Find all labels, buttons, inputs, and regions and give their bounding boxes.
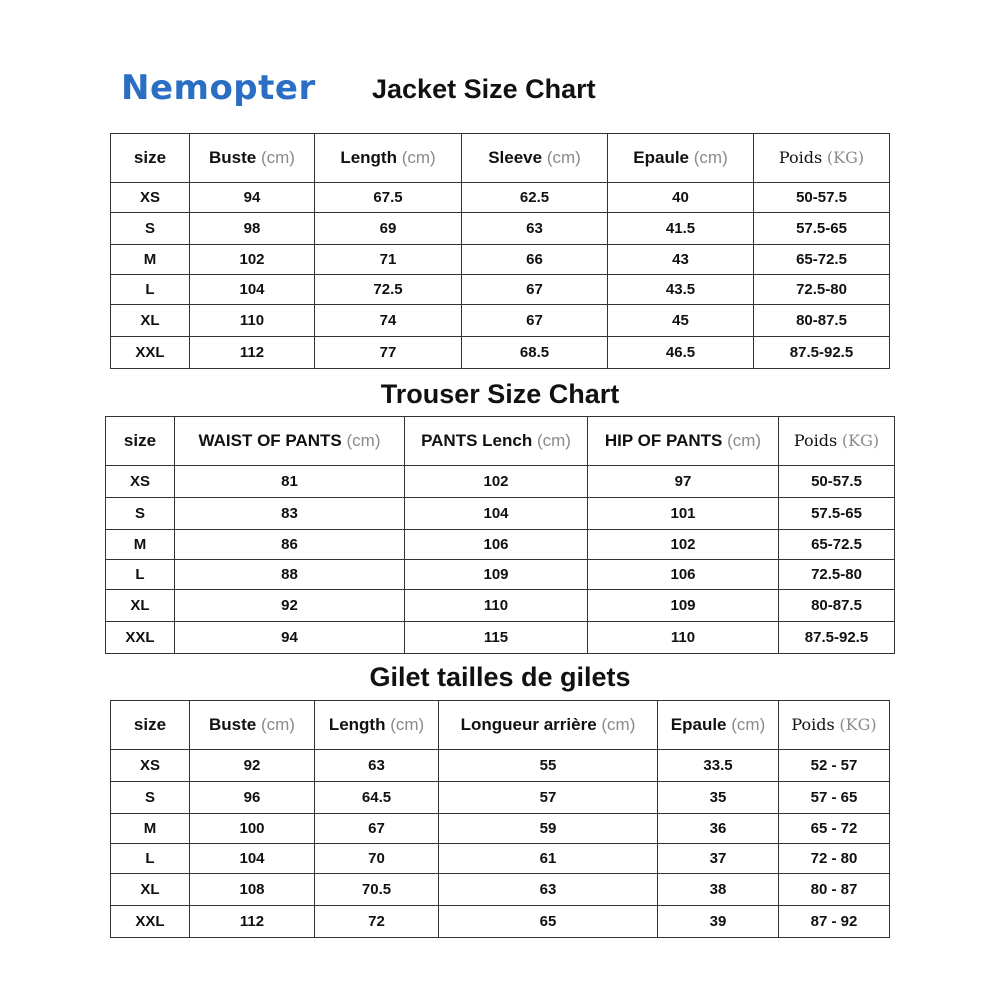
jacket-header-row xyxy=(111,134,890,183)
value-cell: 72.5-80 xyxy=(779,560,895,590)
header-unit: (cm) xyxy=(731,715,766,734)
jacket-header-cell xyxy=(754,134,890,183)
header-unit: (cm) xyxy=(727,431,762,450)
gilet-header-cell xyxy=(439,701,658,750)
header-label: HIP OF PANTS xyxy=(604,431,723,450)
header-unit: (KG) xyxy=(841,431,880,450)
size-cell: L xyxy=(111,844,190,874)
table-row xyxy=(106,622,895,654)
value-cell: 74 xyxy=(315,305,462,337)
value-cell: 59 xyxy=(439,814,658,844)
value-cell: 62.5 xyxy=(462,183,608,213)
value-cell: 43.5 xyxy=(608,275,754,305)
size-cell: L xyxy=(111,275,190,305)
size-cell: M xyxy=(111,245,190,275)
header-unit: (cm) xyxy=(260,715,295,734)
gilet-rows xyxy=(111,750,890,938)
table-row xyxy=(111,275,890,305)
value-cell: 55 xyxy=(439,750,658,782)
value-cell: 33.5 xyxy=(658,750,779,782)
value-cell: 97 xyxy=(588,466,779,498)
header-unit: (cm) xyxy=(390,715,425,734)
value-cell: 50-57.5 xyxy=(754,183,890,213)
header-label: Epaule xyxy=(670,715,727,734)
gilet-header-cell xyxy=(315,701,439,750)
size-cell: S xyxy=(111,782,190,814)
value-cell: 67.5 xyxy=(315,183,462,213)
size-cell: S xyxy=(111,213,190,245)
header-unit: (cm) xyxy=(346,431,381,450)
value-cell: 65-72.5 xyxy=(779,530,895,560)
value-cell: 102 xyxy=(588,530,779,560)
value-cell: 72.5 xyxy=(315,275,462,305)
table-row xyxy=(111,906,890,938)
value-cell: 96 xyxy=(190,782,315,814)
value-cell: 110 xyxy=(190,305,315,337)
value-cell: 86 xyxy=(175,530,405,560)
header-label: size xyxy=(123,431,157,450)
table-row xyxy=(111,305,890,337)
jacket-rows xyxy=(111,183,890,369)
size-cell: L xyxy=(106,560,175,590)
value-cell: 37 xyxy=(658,844,779,874)
header-label: Buste xyxy=(209,148,257,167)
table-row xyxy=(106,466,895,498)
value-cell: 67 xyxy=(462,305,608,337)
header-unit: (cm) xyxy=(401,148,436,167)
trouser-header-cell xyxy=(175,417,405,466)
value-cell: 67 xyxy=(462,275,608,305)
table-row xyxy=(106,530,895,560)
header-label: Sleeve xyxy=(488,148,543,167)
value-cell: 110 xyxy=(588,622,779,654)
value-cell: 50-57.5 xyxy=(779,466,895,498)
brand-logo: Nemopter xyxy=(121,68,316,108)
value-cell: 87.5-92.5 xyxy=(754,337,890,369)
header-label: Epaule xyxy=(633,148,690,167)
trouser-header-cell xyxy=(106,417,175,466)
gilet-header-cell xyxy=(190,701,315,750)
value-cell: 77 xyxy=(315,337,462,369)
size-cell: S xyxy=(106,498,175,530)
value-cell: 43 xyxy=(608,245,754,275)
header-label: Length xyxy=(328,715,386,734)
gilet-title: Gilet tailles de gilets xyxy=(369,662,631,692)
value-cell: 70.5 xyxy=(315,874,439,906)
header-unit: (cm) xyxy=(546,148,581,167)
header-label: size xyxy=(133,148,167,167)
header-label: Buste xyxy=(209,715,257,734)
gilet-header-cell xyxy=(658,701,779,750)
value-cell: 46.5 xyxy=(608,337,754,369)
header-label: Length xyxy=(340,148,397,167)
table-row xyxy=(106,560,895,590)
table-row xyxy=(111,337,890,369)
header-label: Poids xyxy=(778,148,823,167)
value-cell: 108 xyxy=(190,874,315,906)
value-cell: 92 xyxy=(190,750,315,782)
value-cell: 67 xyxy=(315,814,439,844)
value-cell: 39 xyxy=(658,906,779,938)
trouser-size-table xyxy=(105,416,895,654)
table-row xyxy=(111,814,890,844)
trouser-header-cell xyxy=(779,417,895,466)
table-row xyxy=(106,590,895,622)
value-cell: 101 xyxy=(588,498,779,530)
table-row xyxy=(111,750,890,782)
value-cell: 68.5 xyxy=(462,337,608,369)
value-cell: 69 xyxy=(315,213,462,245)
value-cell: 71 xyxy=(315,245,462,275)
value-cell: 104 xyxy=(190,844,315,874)
value-cell: 65-72.5 xyxy=(754,245,890,275)
value-cell: 87 - 92 xyxy=(779,906,890,938)
jacket-header-cell xyxy=(608,134,754,183)
trouser-header-row xyxy=(106,417,895,466)
value-cell: 63 xyxy=(462,213,608,245)
value-cell: 57 - 65 xyxy=(779,782,890,814)
table-row xyxy=(111,782,890,814)
header-unit: (cm) xyxy=(693,148,728,167)
value-cell: 98 xyxy=(190,213,315,245)
value-cell: 92 xyxy=(175,590,405,622)
value-cell: 94 xyxy=(190,183,315,213)
header-label: WAIST OF PANTS xyxy=(198,431,342,450)
header-unit: (cm) xyxy=(536,431,571,450)
value-cell: 57.5-65 xyxy=(754,213,890,245)
value-cell: 112 xyxy=(190,337,315,369)
jacket-header-cell xyxy=(111,134,190,183)
value-cell: 63 xyxy=(439,874,658,906)
value-cell: 110 xyxy=(405,590,588,622)
value-cell: 41.5 xyxy=(608,213,754,245)
value-cell: 64.5 xyxy=(315,782,439,814)
gilet-header-row xyxy=(111,701,890,750)
size-cell: XXL xyxy=(111,906,190,938)
table-row xyxy=(111,245,890,275)
value-cell: 109 xyxy=(588,590,779,622)
value-cell: 106 xyxy=(405,530,588,560)
value-cell: 80-87.5 xyxy=(754,305,890,337)
trouser-rows xyxy=(106,466,895,654)
header-label: PANTS Lench xyxy=(421,431,533,450)
value-cell: 102 xyxy=(405,466,588,498)
value-cell: 57 xyxy=(439,782,658,814)
gilet-size-table xyxy=(110,700,890,938)
value-cell: 80 - 87 xyxy=(779,874,890,906)
value-cell: 106 xyxy=(588,560,779,590)
value-cell: 72 - 80 xyxy=(779,844,890,874)
value-cell: 83 xyxy=(175,498,405,530)
jacket-header-cell xyxy=(462,134,608,183)
value-cell: 40 xyxy=(608,183,754,213)
value-cell: 36 xyxy=(658,814,779,844)
size-cell: XS xyxy=(106,466,175,498)
jacket-title: Jacket Size Chart xyxy=(372,74,596,104)
value-cell: 109 xyxy=(405,560,588,590)
trouser-title: Trouser Size Chart xyxy=(380,379,620,409)
header-label: Poids xyxy=(793,431,838,450)
header-unit: (cm) xyxy=(601,715,636,734)
size-cell: XL xyxy=(106,590,175,622)
value-cell: 88 xyxy=(175,560,405,590)
jacket-size-table xyxy=(110,133,890,369)
value-cell: 45 xyxy=(608,305,754,337)
size-cell: M xyxy=(106,530,175,560)
value-cell: 65 - 72 xyxy=(779,814,890,844)
size-cell: XS xyxy=(111,183,190,213)
value-cell: 104 xyxy=(190,275,315,305)
header-label: size xyxy=(133,715,167,734)
value-cell: 38 xyxy=(658,874,779,906)
table-row xyxy=(111,213,890,245)
gilet-header-cell xyxy=(779,701,890,750)
value-cell: 81 xyxy=(175,466,405,498)
table-row xyxy=(106,498,895,530)
header-label: Longueur arrière xyxy=(460,715,597,734)
table-row xyxy=(111,844,890,874)
size-cell: XS xyxy=(111,750,190,782)
value-cell: 63 xyxy=(315,750,439,782)
header-unit: (cm) xyxy=(260,148,295,167)
value-cell: 115 xyxy=(405,622,588,654)
value-cell: 104 xyxy=(405,498,588,530)
value-cell: 70 xyxy=(315,844,439,874)
value-cell: 52 - 57 xyxy=(779,750,890,782)
trouser-header-cell xyxy=(405,417,588,466)
table-row xyxy=(111,874,890,906)
value-cell: 80-87.5 xyxy=(779,590,895,622)
value-cell: 72 xyxy=(315,906,439,938)
value-cell: 72.5-80 xyxy=(754,275,890,305)
value-cell: 94 xyxy=(175,622,405,654)
value-cell: 65 xyxy=(439,906,658,938)
value-cell: 66 xyxy=(462,245,608,275)
size-cell: XXL xyxy=(111,337,190,369)
trouser-header-cell xyxy=(588,417,779,466)
size-cell: M xyxy=(111,814,190,844)
gilet-header-cell xyxy=(111,701,190,750)
value-cell: 100 xyxy=(190,814,315,844)
value-cell: 57.5-65 xyxy=(779,498,895,530)
header-unit: (KG) xyxy=(839,715,877,734)
header-unit: (KG) xyxy=(826,148,865,167)
header-label: Poids xyxy=(791,715,835,734)
value-cell: 35 xyxy=(658,782,779,814)
size-cell: XL xyxy=(111,305,190,337)
size-cell: XXL xyxy=(106,622,175,654)
jacket-header-cell xyxy=(190,134,315,183)
jacket-header-cell xyxy=(315,134,462,183)
table-row xyxy=(111,183,890,213)
value-cell: 87.5-92.5 xyxy=(779,622,895,654)
value-cell: 102 xyxy=(190,245,315,275)
value-cell: 112 xyxy=(190,906,315,938)
size-cell: XL xyxy=(111,874,190,906)
value-cell: 61 xyxy=(439,844,658,874)
